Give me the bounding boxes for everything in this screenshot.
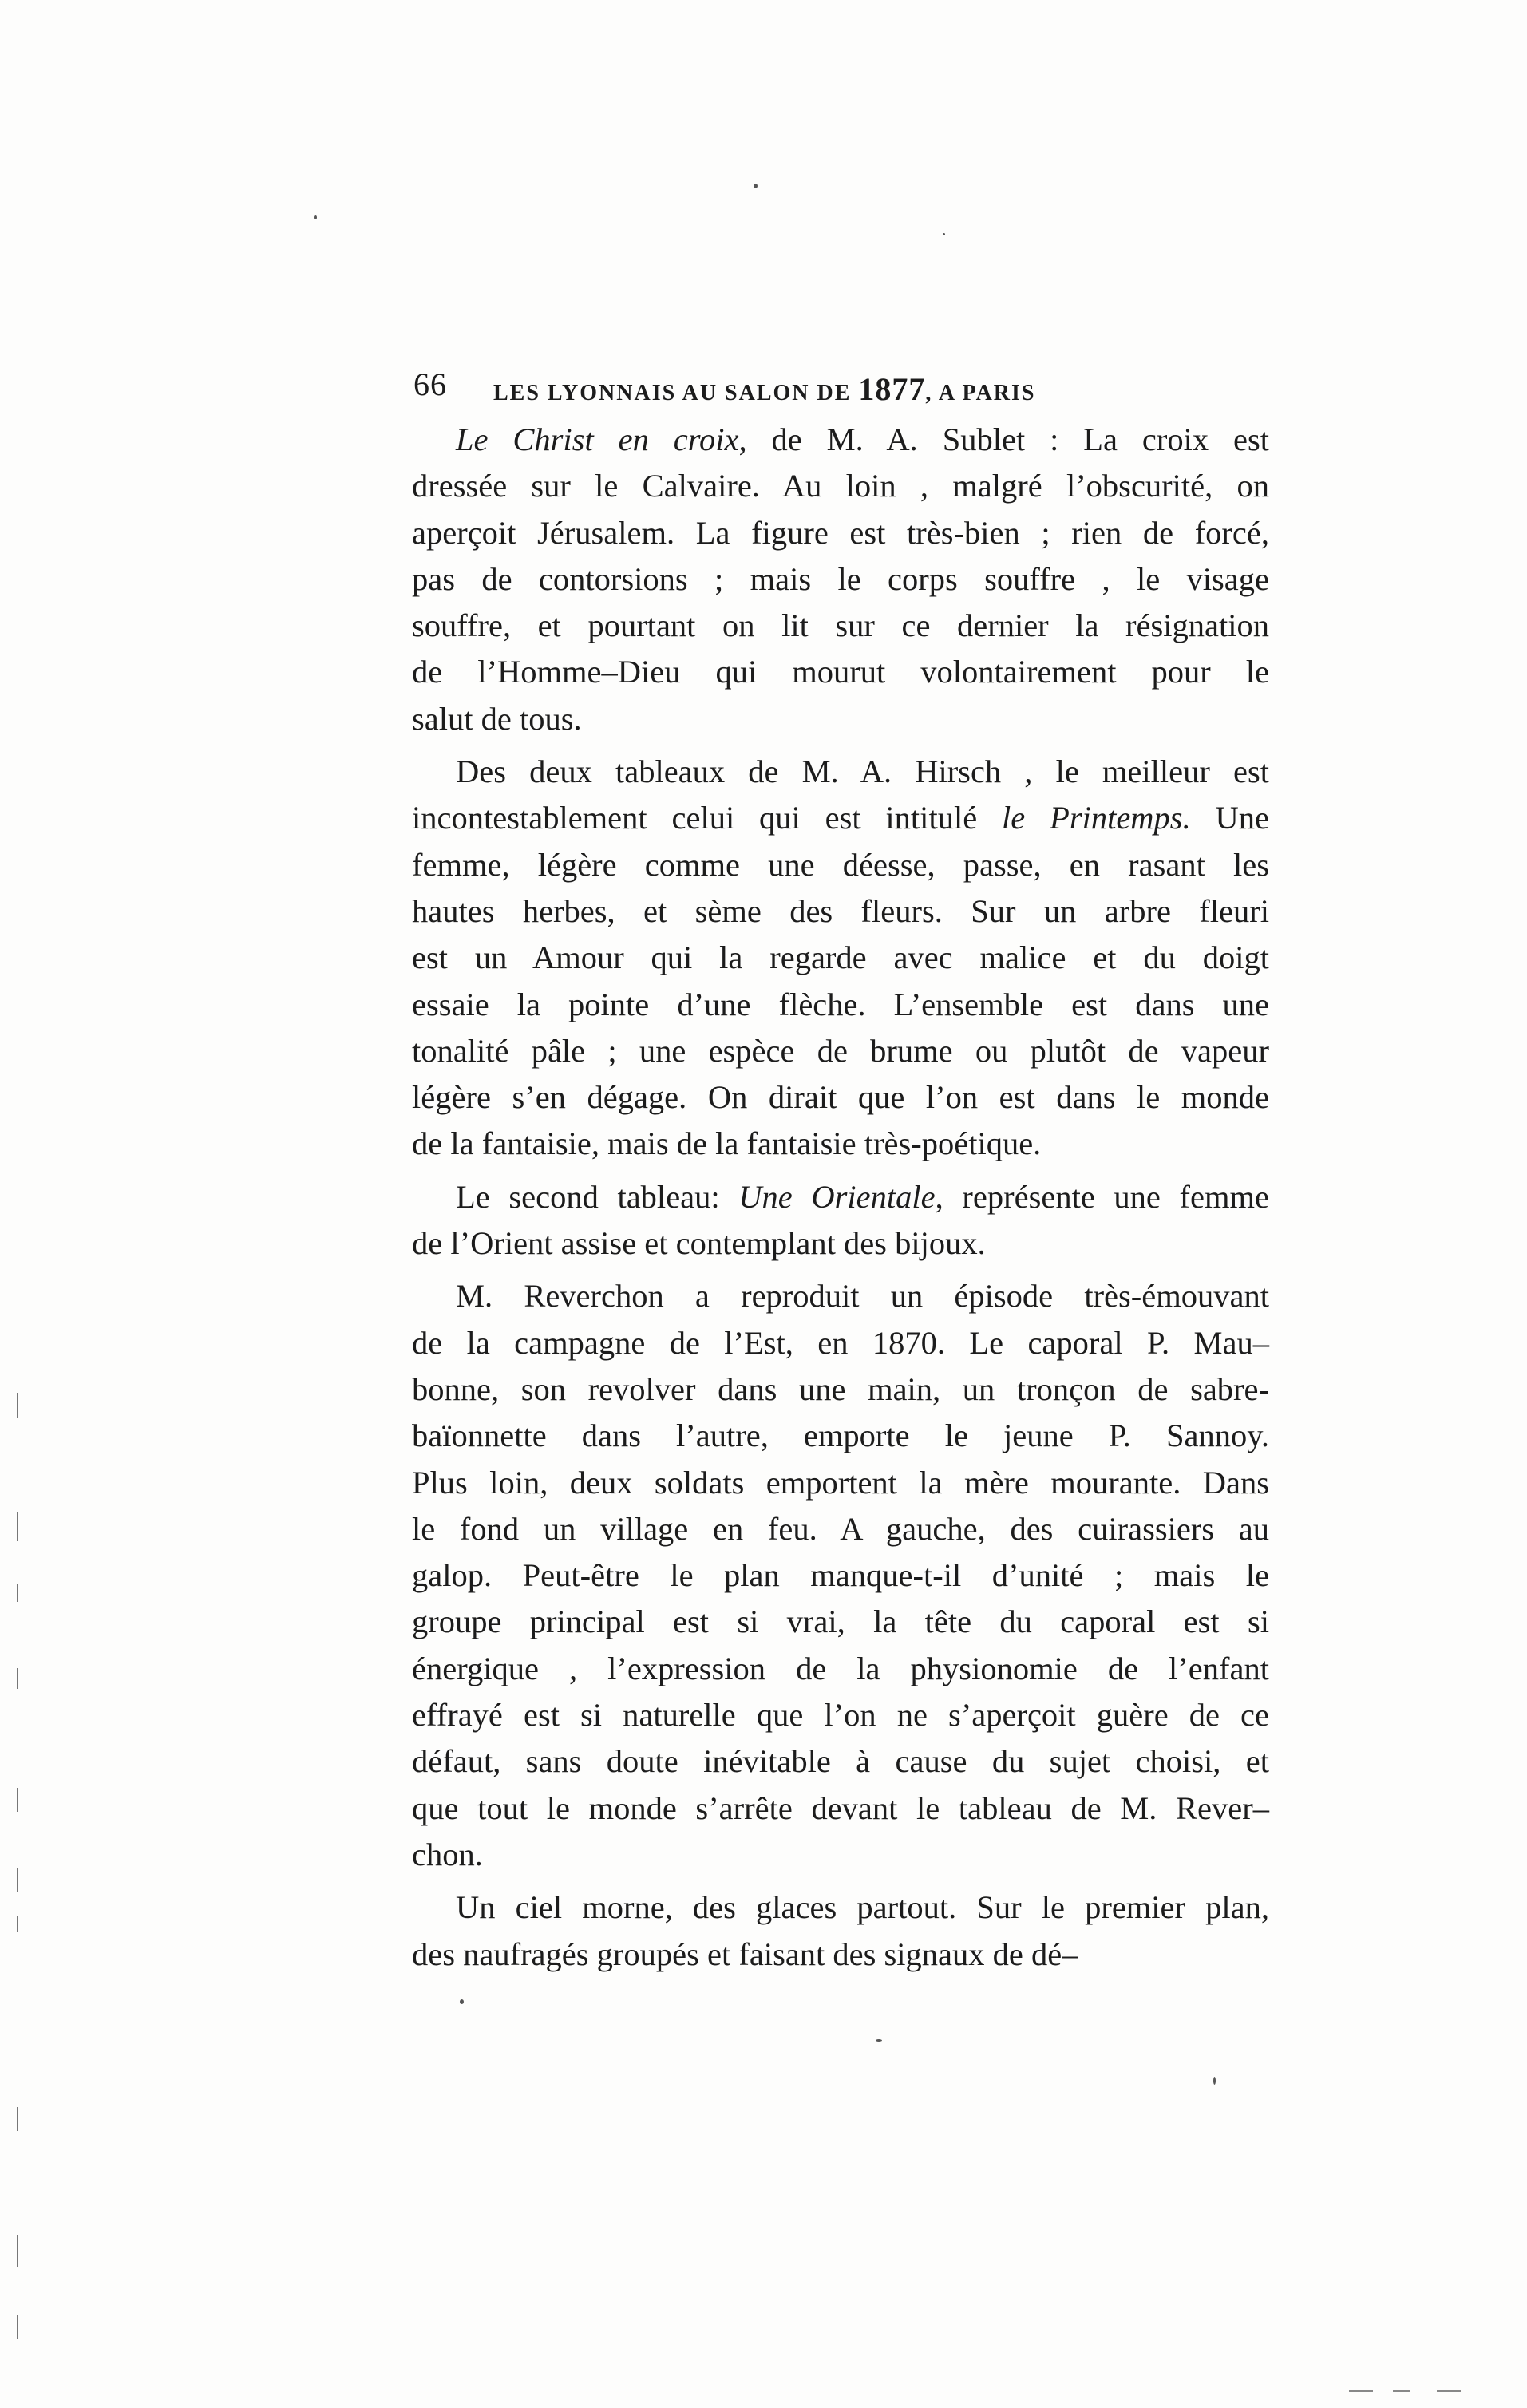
scan-speck xyxy=(314,215,317,219)
text-run: chon. xyxy=(412,1836,483,1872)
text-run: défaut, sans doute inévitable à cause du sujet choisi, et xyxy=(412,1743,1269,1780)
text-run: Une xyxy=(1190,800,1270,836)
paragraph xyxy=(412,417,1269,742)
text-run: , représente une femme xyxy=(935,1178,1269,1215)
paragraph-gap xyxy=(412,1267,1269,1273)
scan-speck xyxy=(1213,2077,1216,2085)
margin-scan-mark xyxy=(17,1584,18,1602)
text-line xyxy=(412,1320,1269,1366)
body-text xyxy=(412,417,1269,1978)
margin-scan-mark xyxy=(17,1788,18,1812)
text-run: dressée sur le Calvaire. Au loin , malgré l’obscurité, on xyxy=(412,468,1269,504)
text-line xyxy=(412,1074,1269,1121)
text-line xyxy=(412,1738,1269,1785)
running-title-year: 1877 xyxy=(858,371,926,407)
text-line xyxy=(412,1413,1269,1459)
text-line xyxy=(412,1832,1269,1878)
paragraph xyxy=(412,1884,1269,1978)
paragraph-gap xyxy=(412,742,1269,749)
text-run: le fond un village en feu. A gauche, des cuirassiers au xyxy=(412,1510,1269,1547)
text-run: souffre, et pourtant on lit sur ce dernier la résignation xyxy=(412,607,1269,644)
text-run: Le second tableau: xyxy=(456,1178,739,1215)
text-line xyxy=(412,417,1269,463)
text-line xyxy=(412,1273,1269,1319)
scan-speck xyxy=(943,233,945,235)
text-run: hautes herbes, et sème des fleurs. Sur un arbre fleuri xyxy=(412,892,1269,929)
running-title xyxy=(493,370,1036,408)
italic-title: Le Christ en croix xyxy=(456,421,739,457)
paragraph xyxy=(412,1273,1269,1878)
text-line xyxy=(412,935,1269,981)
text-line xyxy=(412,463,1269,509)
text-run: de la campagne de l’Est, en 1870. Le caporal P. Mau– xyxy=(412,1324,1269,1361)
text-run: des naufragés groupés et faisant des signaux de dé– xyxy=(412,1935,1078,1972)
text-run: énergique , l’expression de la physionomie de l’enfant xyxy=(412,1650,1269,1686)
italic-title: le Printemps. xyxy=(1002,800,1191,836)
bottom-scan-mark xyxy=(1437,2390,1461,2392)
text-line xyxy=(412,1460,1269,1506)
text-run: Des deux tableaux de M. A. Hirsch , le meilleur est xyxy=(456,753,1269,790)
bottom-scan-mark xyxy=(1393,2390,1410,2392)
paragraph-gap xyxy=(412,1168,1269,1174)
text-run: Un ciel morne, des glaces partout. Sur le premier plan, xyxy=(456,1889,1269,1926)
text-run: que tout le monde s’arrête devant le tableau de M. Rever– xyxy=(412,1789,1269,1826)
text-run: aperçoit Jérusalem. La figure est très-bien ; rien de forcé, xyxy=(412,514,1269,551)
margin-scan-mark xyxy=(17,2107,18,2131)
text-run: salut de tous. xyxy=(412,700,582,737)
page-number: 66 xyxy=(413,366,447,402)
text-run: de la fantaisie, mais de la fantaisie très-poétique. xyxy=(412,1125,1042,1162)
running-title-text: LES LYONNAIS AU SALON DE xyxy=(493,381,859,405)
bottom-scan-mark xyxy=(1349,2390,1373,2392)
scan-speck xyxy=(460,1999,464,2004)
text-line xyxy=(412,510,1269,556)
text-line xyxy=(412,1646,1269,1692)
text-line xyxy=(412,1599,1269,1645)
text-line xyxy=(412,1506,1269,1552)
text-run: de l’Homme–Dieu qui mourut volontairement pour le xyxy=(412,654,1269,690)
text-run: M. Reverchon a reproduit un épisode très-émouvant xyxy=(456,1278,1269,1315)
text-line xyxy=(412,649,1269,695)
text-line xyxy=(412,842,1269,888)
margin-scan-mark xyxy=(17,1868,18,1892)
text-line xyxy=(412,1884,1269,1931)
text-line xyxy=(412,1174,1269,1220)
text-line xyxy=(412,696,1269,742)
text-run: incontestablement celui qui est intitulé xyxy=(412,800,1003,836)
text-run: pas de contorsions ; mais le corps souffre , le visage xyxy=(412,560,1269,597)
margin-scan-mark xyxy=(17,1512,18,1541)
text-line xyxy=(412,1552,1269,1599)
paragraph xyxy=(412,1174,1269,1267)
text-line xyxy=(412,1692,1269,1738)
text-line xyxy=(412,1366,1269,1413)
page-header xyxy=(413,366,1269,413)
margin-scan-mark xyxy=(17,1393,18,1418)
text-run: groupe principal est si vrai, la tête du caporal est si xyxy=(412,1603,1269,1640)
text-run: légère s’en dégage. On dirait que l’on est dans le monde xyxy=(412,1079,1269,1116)
text-line xyxy=(412,795,1269,841)
text-run: tonalité pâle ; une espèce de brume ou plutôt de vapeur xyxy=(412,1032,1269,1069)
text-line xyxy=(412,1785,1269,1832)
italic-title: Une Orientale xyxy=(738,1178,936,1215)
text-run: femme, légère comme une déesse, passe, en rasant les xyxy=(412,846,1269,883)
text-run: de l’Orient assise et contemplant des bijoux. xyxy=(412,1225,986,1262)
scan-speck xyxy=(754,184,758,188)
text-line xyxy=(412,1121,1269,1167)
text-line xyxy=(412,888,1269,935)
text-line xyxy=(412,982,1269,1028)
text-line xyxy=(412,556,1269,603)
text-run: est un Amour qui la regarde avec malice et du doigt xyxy=(412,939,1269,976)
margin-scan-mark xyxy=(17,2315,18,2339)
paragraph xyxy=(412,749,1269,1168)
paragraph-gap xyxy=(412,1878,1269,1884)
running-title-end: , A PARIS xyxy=(925,381,1036,405)
text-line xyxy=(412,1932,1269,1978)
text-run: effrayé est si naturelle que l’on ne s’aperçoit guère de ce xyxy=(412,1697,1269,1734)
margin-scan-mark xyxy=(17,2235,18,2267)
scan-speck xyxy=(876,2039,882,2042)
text-run: bonne, son revolver dans une main, un tronçon de sabre- xyxy=(412,1370,1269,1407)
text-run: , de M. A. Sublet : La croix est xyxy=(738,421,1269,457)
text-line xyxy=(412,749,1269,795)
text-run: baïonnette dans l’autre, emporte le jeune P. Sannoy. xyxy=(412,1418,1269,1454)
text-run: essaie la pointe d’une flèche. L’ensemble est dans une xyxy=(412,986,1269,1022)
text-line xyxy=(412,603,1269,649)
text-line xyxy=(412,1220,1269,1267)
text-line xyxy=(412,1028,1269,1074)
margin-scan-mark xyxy=(17,1916,18,1932)
text-run: galop. Peut-être le plan manque-t-il d’unité ; mais le xyxy=(412,1557,1269,1594)
margin-scan-mark xyxy=(17,1668,18,1689)
text-run: Plus loin, deux soldats emportent la mère mourante. Dans xyxy=(412,1464,1269,1501)
